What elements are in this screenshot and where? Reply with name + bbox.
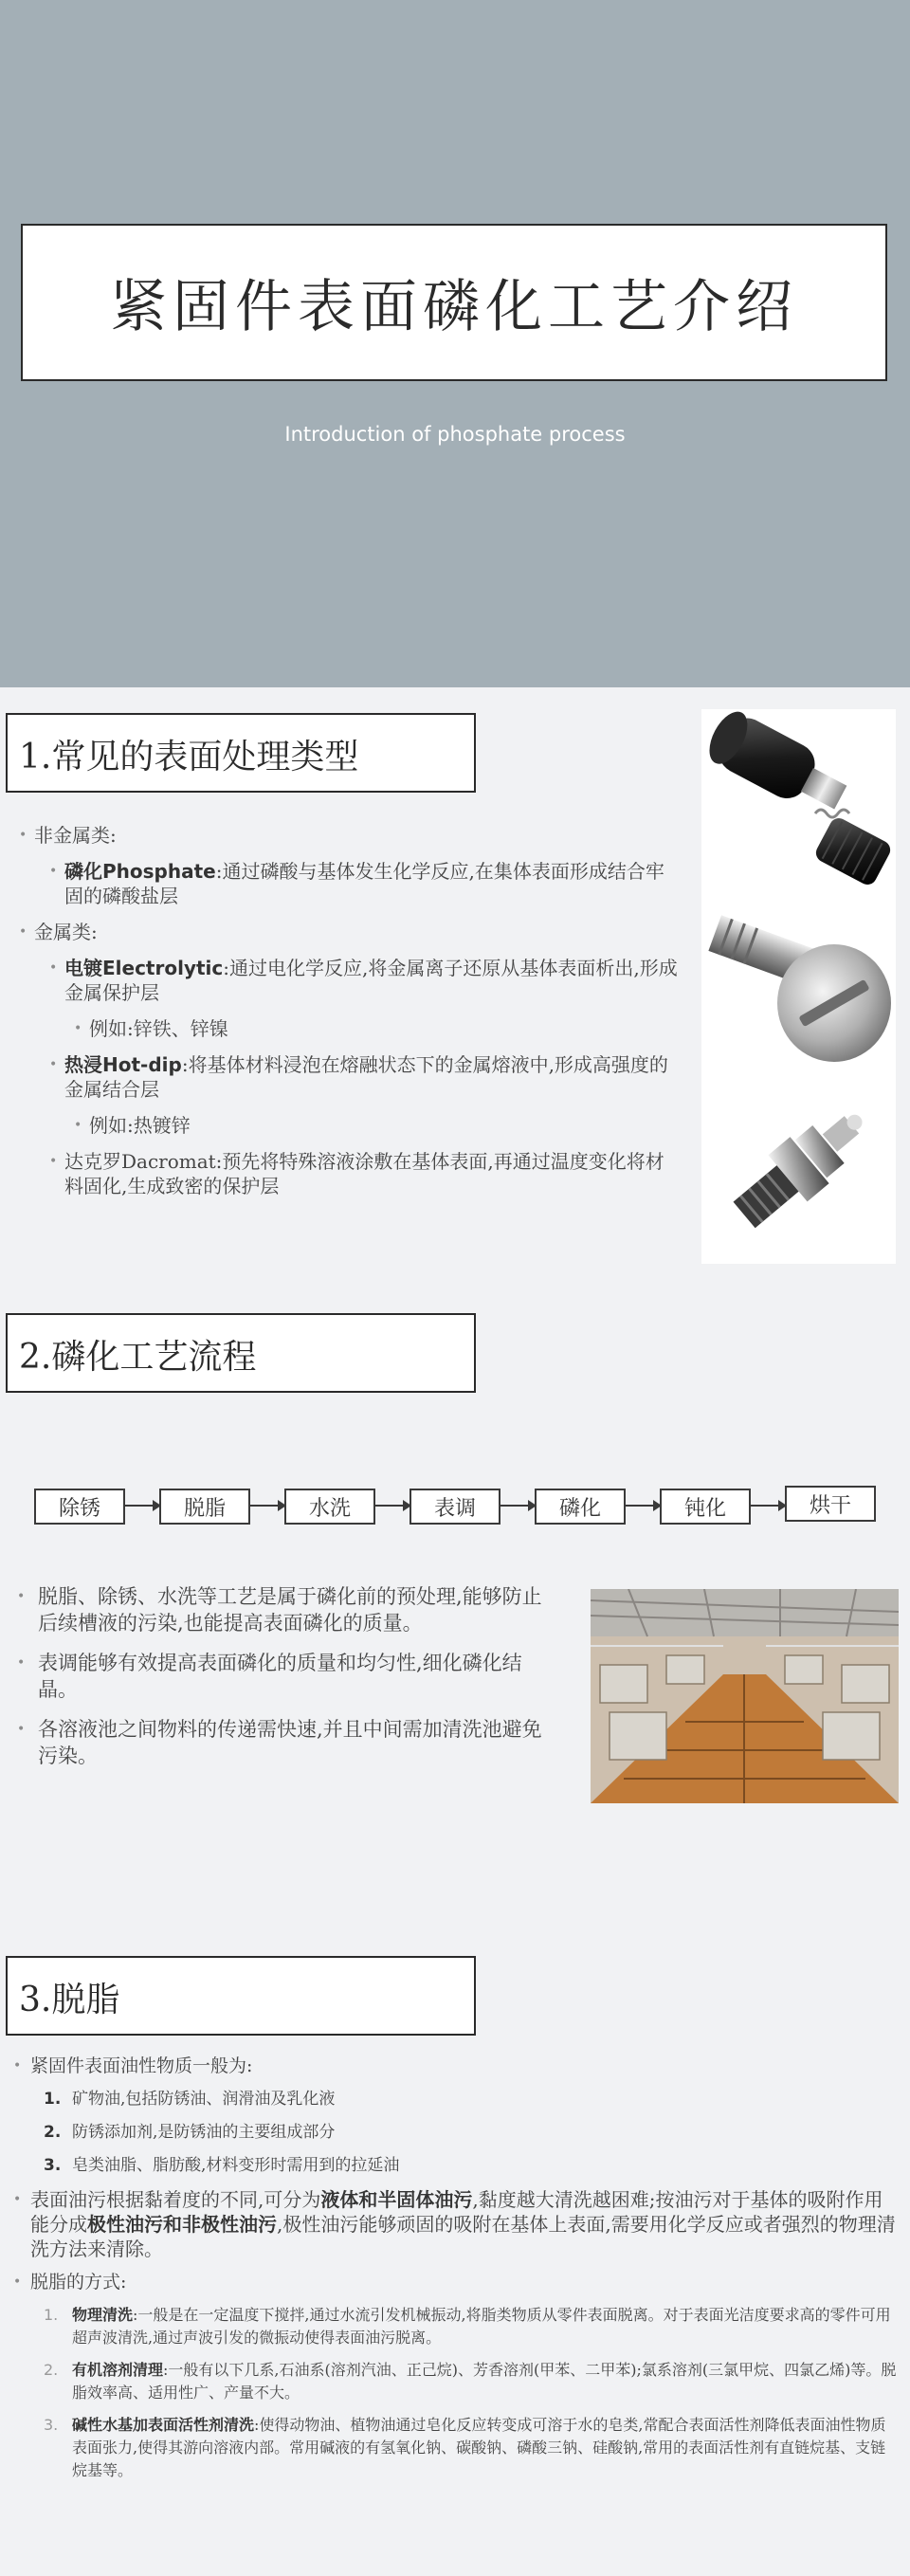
method-text: :一般是在一定温度下搅拌,通过水流引发机械振动,将脂类物质从零件表面脱离。对于表面光洁度要求高的零件可用超声波清洗,通过声波引发的微振动使得表面油污脱离。 [72,2306,891,2347]
flow-arrow [375,1505,410,1507]
method-text: :一般有以下几系,石油系(溶剂汽油、正己烷)、芳香溶剂(甲苯、二甲苯);氯系溶剂(三氯甲烷、四氯乙烯)等。脱脂效率高、适用性广、产量不大。 [72,2361,897,2402]
flow-step-phosphating: 磷化 [535,1489,626,1525]
item-number: 3. [44,2156,62,2175]
degreasing-content [9,2055,901,2492]
method-term: 碱性水基加表面活性剂清洗 [72,2416,255,2434]
list-item: • 例如:锌铁、锌镍 [74,1017,228,1040]
list-item: • 达克罗Dacromat:预先将特殊溶液涂敷在基体表面,再通过温度变化将材料固化,生成致密的保护层 [49,1150,664,1197]
list-item: • 各溶液池之间物料的传递需快速,并且中间需加清洗池避免污染。 [17,1718,542,1767]
oil-type-item [9,2121,901,2145]
method-term: 有机溶剂清理 [72,2361,164,2379]
flow-step-drying: 烘干 [785,1486,876,1522]
flow-arrow [626,1505,660,1507]
oil-note-c: ,黏度越大清洗越困难;按油污对于基体的吸附作用能分成 [30,2188,883,2236]
process-note: 表调能够有效提高表面磷化的质量和均匀性,细化磷化结晶。 [38,1652,522,1701]
list-item: • 热浸Hot-dip:将基体材料浸泡在熔融状态下的金属熔液中,形成高强度的金属结合层 [49,1053,668,1101]
oil-type-text: 矿物油,包括防锈油、润滑油及乳化液 [72,2090,336,2109]
list-item: • 电镀Electrolytic:通过电化学反应,将金属离子还原从基体表面析出,形成金属保护层 [49,957,678,1004]
phosphating-line-factory-image [591,1589,899,1803]
flow-step-derust: 除锈 [34,1489,125,1525]
method-term: 物理清洗 [72,2306,134,2324]
flow-step-degrease: 脱脂 [159,1489,250,1525]
section-3-heading-box [6,1956,476,2036]
item-number: 2. [44,2123,62,2142]
oil-intro: 紧固件表面油性物质一般为: [30,2055,253,2076]
hotdip-example: 例如:热镀锌 [89,1114,191,1137]
section-1-heading-box [6,713,476,793]
method-text: :使得动物油、植物油通过皂化反应转变成可溶于水的皂类,常配合表面活性剂降低表面油性物质表面张力,使得其游向溶液内部。常用碱液的有氢氧化钠、碳酸钠、磷酸三钠、硅酸钠,常用的表面活性剂有直链烷基、支链烷基等。 [72,2416,886,2479]
flow-arrow [751,1505,785,1507]
list-item: • 脱脂的方式: [13,2272,127,2293]
item-number: 2. [44,2361,59,2379]
silver-slotted-screw-image [701,899,896,1088]
electro-desc: :通过电化学反应,将金属离子还原从基体表面析出,形成金属保护层 [64,957,678,1004]
page-subtitle: Introduction of phosphate process [284,423,626,446]
electro-example: 例如:锌铁、锌镍 [89,1017,228,1040]
item-number: 1. [44,2090,62,2109]
method-item [9,2414,901,2482]
oil-type-item [9,2088,901,2111]
black-knob-fastener-image [701,709,896,899]
section-2-heading-box [6,1313,476,1393]
hotdip-desc: :将基体材料浸泡在熔融状态下的金属熔液中,形成高强度的金属结合层 [64,1053,668,1101]
list-item: • 例如:热镀锌 [74,1114,191,1137]
page-title: 紧固件表面磷化工艺介绍 [110,274,798,340]
item-number: 1. [44,2306,59,2324]
fastener-photo-panel [701,709,896,1264]
flow-arrow [500,1505,535,1507]
title-box [21,224,887,381]
dacromat-desc: 达克罗Dacromat:预先将特殊溶液涂敷在基体表面,再通过温度变化将材料固化,生成致密的保护层 [64,1150,664,1197]
hotdip-term: 热浸Hot-dip [64,1053,182,1076]
surface-treatment-list [13,823,682,1210]
method-item [9,2359,901,2404]
section-1-heading: 1.常见的表面处理类型 [19,738,359,776]
flow-arrow [250,1505,284,1507]
section-3-heading: 3.脱脂 [19,1981,120,2019]
oil-note-a: 表面油污根据黏着度的不同,可分为 [30,2188,321,2211]
list-item: • 非金属类: [19,824,117,847]
electro-term: 电镀Electrolytic [64,957,224,979]
flow-step-passivation: 钝化 [660,1489,751,1525]
process-note: 脱脂、除锈、水洗等工艺是属于磷化前的预处理,能够防止后续槽液的污染,也能提高表面磷化的质量。 [38,1585,542,1635]
list-item: • 脱脂、除锈、水洗等工艺是属于磷化前的预处理,能够防止后续槽液的污染,也能提高表面磷化的质量。 [17,1585,542,1635]
list-item: • 磷化Phosphate:通过磷酸与基体发生化学反应,在集体表面形成结合牢固的磷酸盐层 [49,860,664,907]
metal-label: 金属类: [34,921,98,943]
phosphate-term: 磷化Phosphate [64,860,216,883]
flow-arrow [125,1505,159,1507]
list-item: • 表调能够有效提高表面磷化的质量和均匀性,细化磷化结晶。 [17,1652,522,1701]
flow-step-surface-conditioning: 表调 [410,1489,500,1525]
process-note: 各溶液池之间物料的传递需快速,并且中间需加清洗池避免污染。 [38,1718,542,1767]
oil-note-d: 极性油污和非极性油污 [87,2213,277,2236]
spring-plunger-image [701,1088,896,1264]
oil-note-e: ,极性油污能够顽固的吸附在基体上表面,需要用化学反应或者强烈的物理清洗方法来清除。 [30,2213,896,2260]
list-item: • 表面油污根据黏着度的不同,可分为液体和半固体油污,黏度越大清洗越困难;按油污对于基体的吸附作用能分成极性油污和非极性油污,极性油污能够顽固的吸附在基体上表面,需要用化学反应或者强烈的物理清洗方法来清除。 [13,2188,896,2260]
phosphate-desc: :通过磷酸与基体发生化学反应,在集体表面形成结合牢固的磷酸盐层 [64,860,664,907]
section-2-heading: 2.磷化工艺流程 [19,1338,257,1377]
list-item: • 紧固件表面油性物质一般为: [13,2055,253,2076]
hero-banner [0,0,910,687]
methods-label: 脱脂的方式: [30,2272,127,2293]
oil-type-item [9,2154,901,2178]
oil-type-text: 皂类油脂、脂肪酸,材料变形时需用到的拉延油 [72,2156,400,2175]
oil-type-text: 防锈添加剂,是防锈油的主要组成部分 [72,2123,336,2142]
list-item: • 金属类: [19,921,98,943]
item-number: 3. [44,2416,59,2434]
oil-note-b: 液体和半固体油污 [320,2188,473,2211]
flow-step-rinse: 水洗 [284,1489,375,1525]
process-notes-list [17,1583,557,1782]
method-item [9,2304,901,2349]
nonmetal-label: 非金属类: [34,824,117,847]
